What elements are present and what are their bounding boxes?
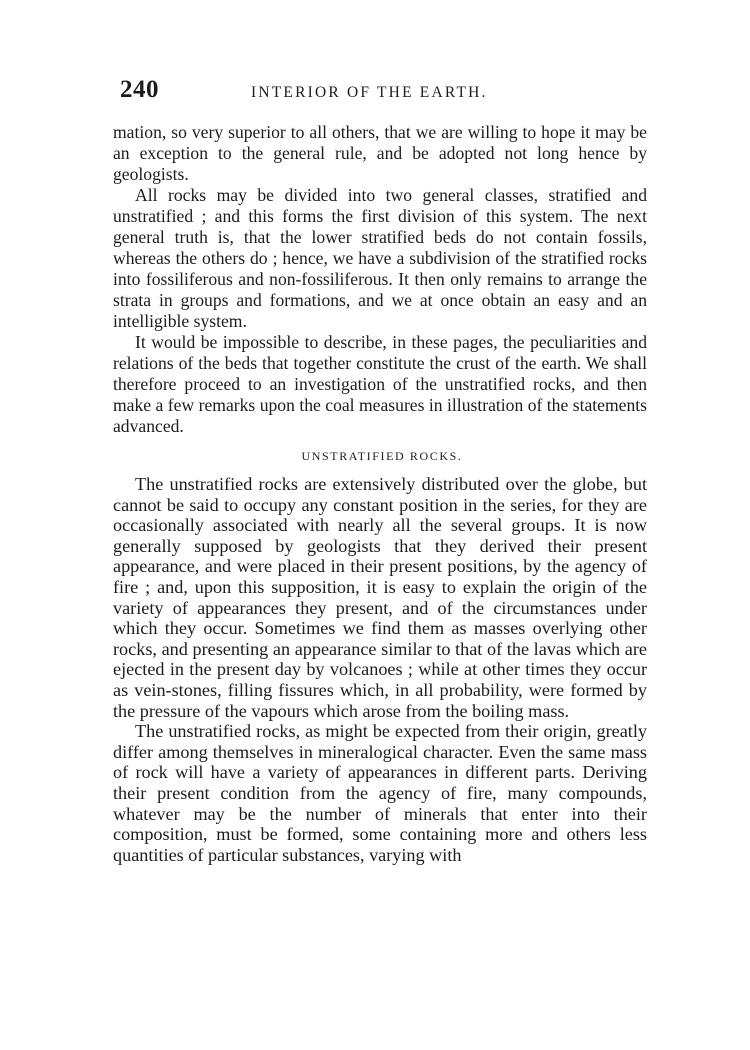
running-title: INTERIOR OF THE EARTH. bbox=[251, 84, 488, 101]
book-page bbox=[113, 76, 647, 865]
paragraph: mation, so very superior to all others, that we are willing to hope it may be an exception to the general rule, and be adopted not long hence by geologists. bbox=[113, 122, 647, 184]
paragraph: All rocks may be divided into two general classes, stratified and unstratified ; and this forms the first division of this system. The next general truth is, that the lower stratified beds do not contain fossils, whereas the others do ; hence, we have a subdivision of the stratified rocks into fossiliferous and non-fossiliferous. It then only remains to arrange the strata in groups and formations, and we at once obtain an easy and an intelligible system. bbox=[113, 185, 647, 331]
paragraph: It would be impossible to describe, in these pages, the peculiarities and relations of the beds that together constitute the crust of the earth. We shall therefore proceed to an investigation of the unstratified rocks, and then make a few remarks upon the coal measures in illustration of the statements advanced. bbox=[113, 332, 647, 436]
paragraph: The unstratified rocks are extensively distributed over the globe, but cannot be said to occupy any constant position in the series, for they are occasionally associated with nearly all the several groups. It is now generally supposed by geologists that they derived their present appearance, and were placed in their present positions, by the agency of fire ; and, upon this supposition, it is easy to explain the origin of the variety of appearances they present, and of the circumstances under which they occur. Sometimes we find them as masses overlying other rocks, and presenting an appearance similar to that of the lavas which are ejected in the present day by volcanoes ; while at other times they occur as vein-stones, filling fissures which, in all probability, were formed by the pressure of the vapours which arose from the boiling mass. bbox=[113, 474, 647, 721]
paragraph: The unstratified rocks, as might be expected from their origin, greatly differ among themselves in mineralogical character. Even the same mass of rock will have a variety of appearances in different parts. Deriving their present condition from the agency of fire, many compounds, whatever may be the number of minerals that enter into their composition, must be formed, some containing more and others less quantities of particular substances, varying with bbox=[113, 721, 647, 865]
body-text-top bbox=[113, 122, 647, 437]
section-heading: UNSTRATIFIED ROCKS. bbox=[301, 449, 463, 463]
body-text-bottom bbox=[113, 474, 647, 865]
running-head bbox=[113, 76, 647, 112]
page-number: 240 bbox=[120, 76, 159, 103]
